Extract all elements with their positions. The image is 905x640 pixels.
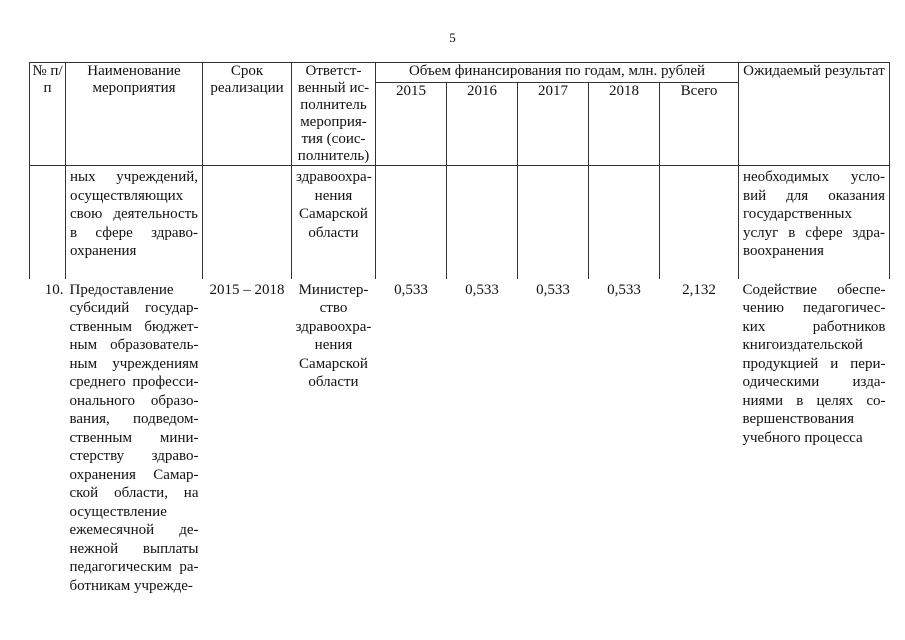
- cell-term: [203, 166, 292, 279]
- cell-2015: [376, 166, 447, 279]
- header-term: Срок реализации: [203, 63, 292, 166]
- header-no: № п/п: [30, 63, 66, 166]
- header-result: Ожидаемый результат: [739, 63, 890, 166]
- cell-2018: 0,533: [607, 281, 641, 298]
- cell-2018: [589, 166, 660, 279]
- cell-term: 2015 – 2018: [209, 281, 285, 298]
- cell-result: Содействие обеспе-чению педагогичес-ких работников книгоиздательской продукцией и пери-одическими изда-ниями в целях со-вершенствования учебного процесса: [742, 281, 886, 446]
- cell-2016: [447, 166, 518, 279]
- header-name: Наименование мероприятия: [66, 63, 203, 166]
- header-funding-group: Объем финансирования по годам, млн. рублей: [376, 63, 739, 83]
- header-year-2016: 2016: [447, 83, 518, 166]
- cell-no: [30, 166, 66, 279]
- header-year-2017: 2017: [518, 83, 589, 166]
- cell-2017: 0,533: [536, 281, 570, 298]
- cell-2017: [518, 166, 589, 279]
- cell-total: [660, 166, 739, 279]
- cell-responsible: Министер-ство здравоохра-нения Самарской области: [295, 281, 372, 390]
- cell-2015: 0,533: [394, 281, 428, 298]
- cell-2016: 0,533: [465, 281, 499, 298]
- page-number: 5: [449, 30, 456, 45]
- header-total: Всего: [660, 83, 739, 166]
- header-year-2018: 2018: [589, 83, 660, 166]
- financing-table: [29, 62, 890, 595]
- cell-name: ных учреждений, осуществляющих свою деятельность в сфере здраво-охранения: [66, 166, 203, 279]
- table-row: [30, 279, 890, 596]
- cell-no: 10.: [44, 281, 64, 298]
- table-row: [30, 166, 890, 279]
- cell-responsible: здравоохра-нения Самарской области: [292, 166, 376, 279]
- cell-total: 2,132: [682, 281, 716, 298]
- header-year-2015: 2015: [376, 83, 447, 166]
- cell-name: Предоставление субсидий государ-ственным бюджет-ным образователь-ным учреждениям среднего професси-онального образо-вания, подведом-ственным мини-стерству здраво-охранения Самар-ской области, на осуществление ежемесячной де-нежной выплаты педагогическим ра-ботникам учрежде-: [69, 281, 199, 594]
- cell-result: необходимых усло-вий для оказания государственных услуг в сфере здра-воохранения: [739, 166, 890, 279]
- header-responsible: Ответст-венный ис-полнитель мероприя-тия (соис-полнитель): [292, 63, 376, 166]
